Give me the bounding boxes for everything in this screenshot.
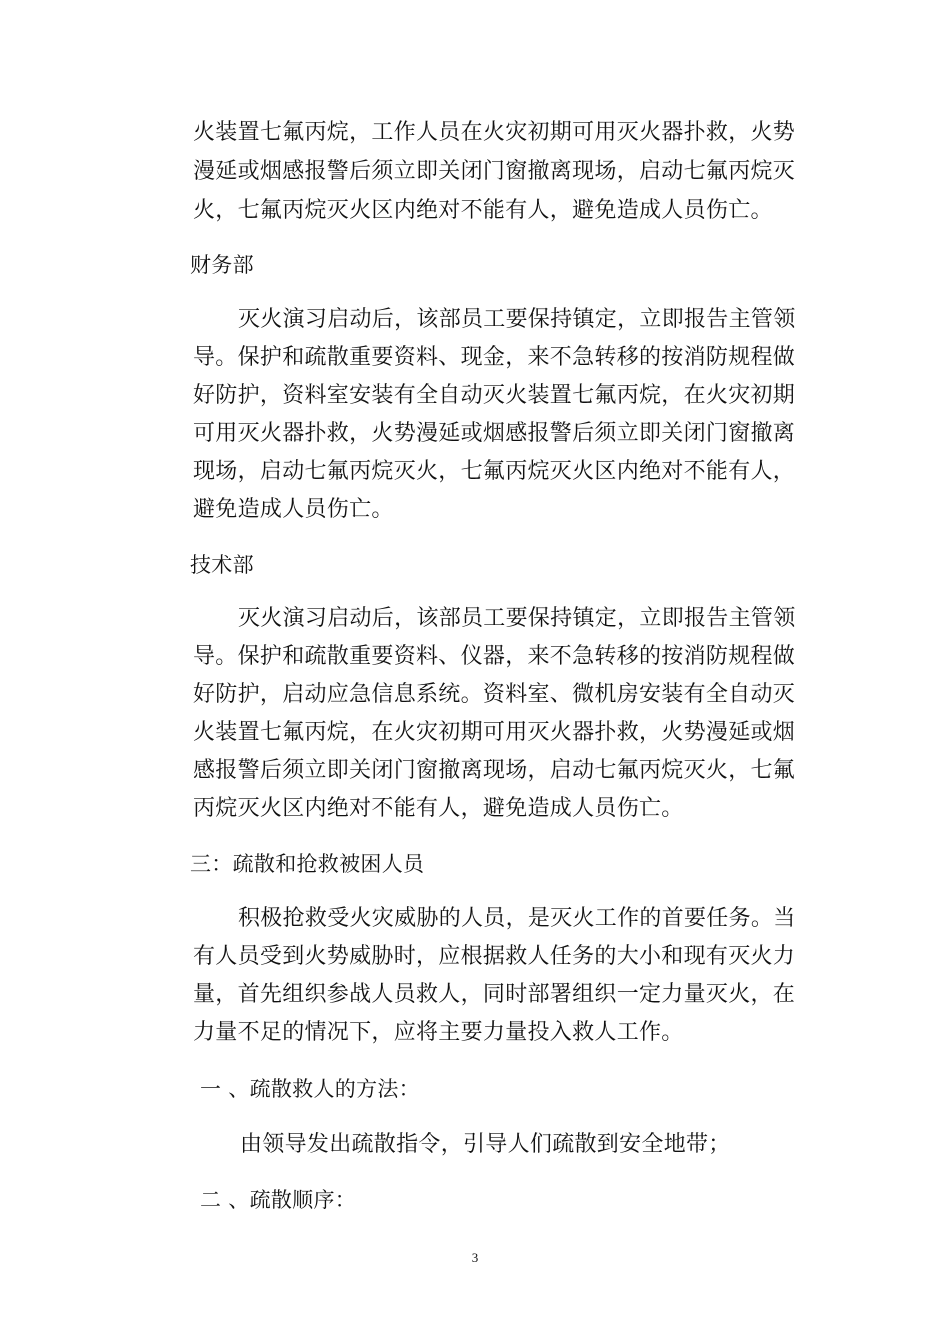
para2-line2: 导。保护和疏散重要资料、现金，来不急转移的按消防规程做 — [193, 345, 796, 370]
para2-line1: 灭火演习启动后，该部员工要保持镇定，立即报告主管领 — [238, 307, 796, 332]
para3-line2: 导。保护和疏散重要资料、仪器，来不急转移的按消防规程做 — [193, 644, 796, 669]
para3-line3: 好防护，启动应急信息系统。资料室、微机房安装有全自动灭 — [193, 682, 796, 707]
para4-line3: 量，首先组织参战人员救人，同时部署组织一定力量灭火，在 — [193, 982, 796, 1007]
para1-line1: 火装置七氟丙烷，工作人员在火灾初期可用灭火器扑救，火势 — [193, 120, 796, 145]
heading-item-one: 一 、疏散救人的方法： — [200, 1077, 420, 1101]
para4-line4: 力量不足的情况下，应将主要力量投入救人工作。 — [193, 1020, 684, 1045]
para2-line6: 避免造成人员伤亡。 — [193, 497, 394, 522]
para3-line6: 丙烷灭火区内绝对不能有人，避免造成人员伤亡。 — [193, 796, 684, 821]
para4-line1: 积极抢救受火灾威胁的人员，是灭火工作的首要任务。当 — [238, 906, 796, 931]
para5-line1: 由领导发出疏散指令，引导人们疏散到安全地带； — [240, 1132, 731, 1157]
para2-line3: 好防护，资料室安装有全自动灭火装置七氟丙烷，在火灾初期 — [193, 383, 796, 408]
heading-item-two: 二 、疏散顺序： — [200, 1188, 357, 1212]
para2-line5: 现场，启动七氟丙烷灭火，七氟丙烷灭火区内绝对不能有人， — [193, 459, 796, 484]
heading-finance: 财务部 — [190, 253, 254, 277]
para3-line1: 灭火演习启动后，该部员工要保持镇定，立即报告主管领 — [238, 606, 796, 631]
para3-line5: 感报警后须立即关闭门窗撤离现场，启动七氟丙烷灭火，七氟 — [193, 758, 796, 783]
para4-line2: 有人员受到火势威胁时，应根据救人任务的大小和现有灭火力 — [193, 944, 796, 969]
para1-line2: 漫延或烟感报警后须立即关闭门窗撤离现场，启动七氟丙烷灭 — [193, 159, 796, 184]
para2-line4: 可用灭火器扑救，火势漫延或烟感报警后须立即关闭门窗撤离 — [193, 421, 796, 446]
para3-line4: 火装置七氟丙烷，在火灾初期可用灭火器扑救，火势漫延或烟 — [193, 720, 796, 745]
page-number: 3 — [471, 1250, 479, 1265]
heading-technology: 技术部 — [190, 553, 254, 577]
para1-line3: 火，七氟丙烷灭火区内绝对不能有人，避免造成人员伤亡。 — [193, 198, 773, 223]
heading-section-three: 三：疏散和抢救被困人员 — [190, 852, 425, 876]
